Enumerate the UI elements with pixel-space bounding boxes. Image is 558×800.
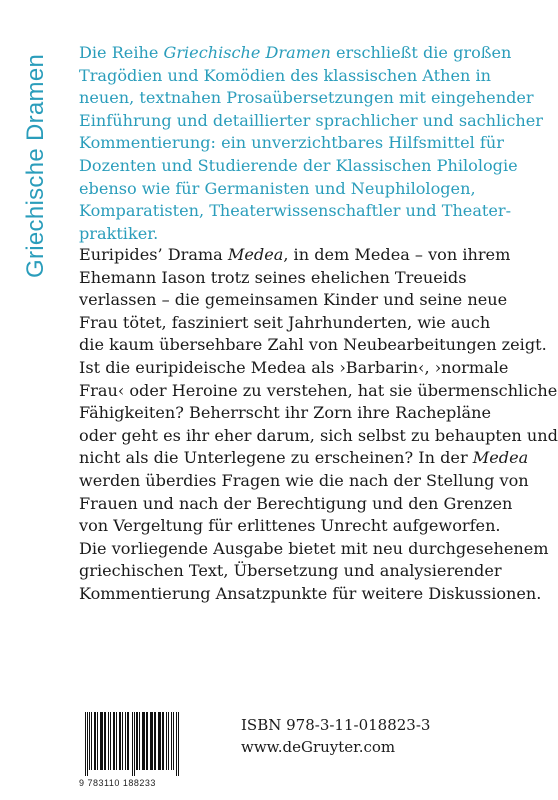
barcode-bar [166,712,167,770]
series-description [79,42,543,245]
barcode-bar [150,712,153,770]
series-description-line: Einführung und detaillierter sprachlicher und sachlicher [79,110,543,130]
barcode-bar [134,712,135,776]
barcode-bar [85,712,86,776]
series-description-line: Komparatisten, Theaterwissenschaftler und Theater- [79,201,512,221]
barcode-bar [94,712,96,770]
barcode-bar [87,712,88,776]
barcode-bar [116,712,117,770]
series-description-line: Kommentierung: ein unverzichtbares Hilfsmittel für [79,133,504,153]
barcode-digits: 9 783110 188233 [79,778,156,788]
barcode-bar [168,712,169,770]
blurb-line: Die vorliegende Ausgabe bietet mit neu durchgesehenem [79,538,549,558]
series-name-italic: Griechische Dramen [163,43,331,62]
blurb-line: griechischen Text, Übersetzung und analysierender [79,561,502,581]
series-description-line: Tragödien und Komödien des klassischen Athen in [79,65,491,85]
barcode-bar [158,712,161,770]
blurb-line: die kaum übersehbare Zahl von Neubearbeitungen zeigt. [79,335,547,355]
barcode-bar [122,712,123,770]
barcode-bar [125,712,126,770]
series-description-line: neuen, textnahen Prosaübersetzungen mit eingehender [79,88,534,108]
barcode-bar [178,712,179,776]
barcode-bar [171,712,172,770]
barcode-bar [146,712,148,770]
barcode-bar [136,712,138,770]
title-italic: Medea [472,448,529,468]
barcode-bar [104,712,106,770]
blurb-line: von Vergeltung für erlittenes Unrecht aufgeworfen. [79,516,501,536]
barcode-bar [127,712,129,770]
book-blurb [79,244,558,606]
blurb-line: Euripides’ Drama Medea, in dem Medea – von ihrem [79,245,511,264]
series-description-line: praktiker. [79,223,159,243]
blurb-line: Frauen und nach der Berechtigung und den Grenzen [79,493,513,513]
blurb-line: Ist die euripideische Medea als ›Barbarin‹, ›normale [79,357,509,377]
barcode [79,712,189,792]
barcode-bar [91,712,92,770]
series-description-line: Dozenten und Studierende der Klassischen Philologie [79,155,518,175]
barcode-bar [89,712,90,770]
barcode-bar [154,712,156,770]
barcode-bar [162,712,164,770]
barcode-bars [79,712,189,778]
title-italic: Medea [227,245,284,264]
blurb-line: verlassen – die gemeinsamen Kinder und seine neue [79,290,508,310]
isbn: ISBN 978-3-11-018823-3 [241,716,431,734]
barcode-bar [132,712,133,776]
series-description-line: ebenso wie für Germanisten und Neuphilologen, [79,178,476,198]
blurb-line: Frau tötet, fasziniert seit Jahrhunderten, wie auch [79,312,491,332]
blurb-line: oder geht es ihr eher darum, sich selbst zu behaupten und [79,425,558,445]
barcode-bar [142,712,145,770]
barcode-bar [110,712,111,770]
publisher-website: www.deGruyter.com [241,738,396,756]
blurb-line: Fähigkeiten? Beherrscht ihr Zorn ihre Rachepläne [79,403,491,423]
barcode-bar [176,712,177,776]
barcode-bar [139,712,140,770]
series-title-vertical: Griechische Dramen [22,53,49,278]
blurb-line: nicht als die Unterlegene zu erscheinen? In der Medea [79,448,529,468]
barcode-bar [113,712,115,770]
blurb-line: Kommentierung Ansatzpunkte für weitere Diskussionen. [79,583,542,603]
barcode-bar [173,712,174,770]
barcode-bar [119,712,121,770]
blurb-line: werden überdies Fragen wie die nach der Stellung von [79,470,529,490]
barcode-bar [108,712,109,770]
blurb-line: Ehemann Iason trotz seines ehelichen Treueids [79,267,467,287]
barcode-bar [100,712,103,770]
barcode-bar [97,712,98,770]
blurb-line: Frau‹ oder Heroine zu verstehen, hat sie übermenschliche [79,380,558,400]
series-description-line: Die Reihe Griechische Dramen erschließt die großen [79,43,512,62]
